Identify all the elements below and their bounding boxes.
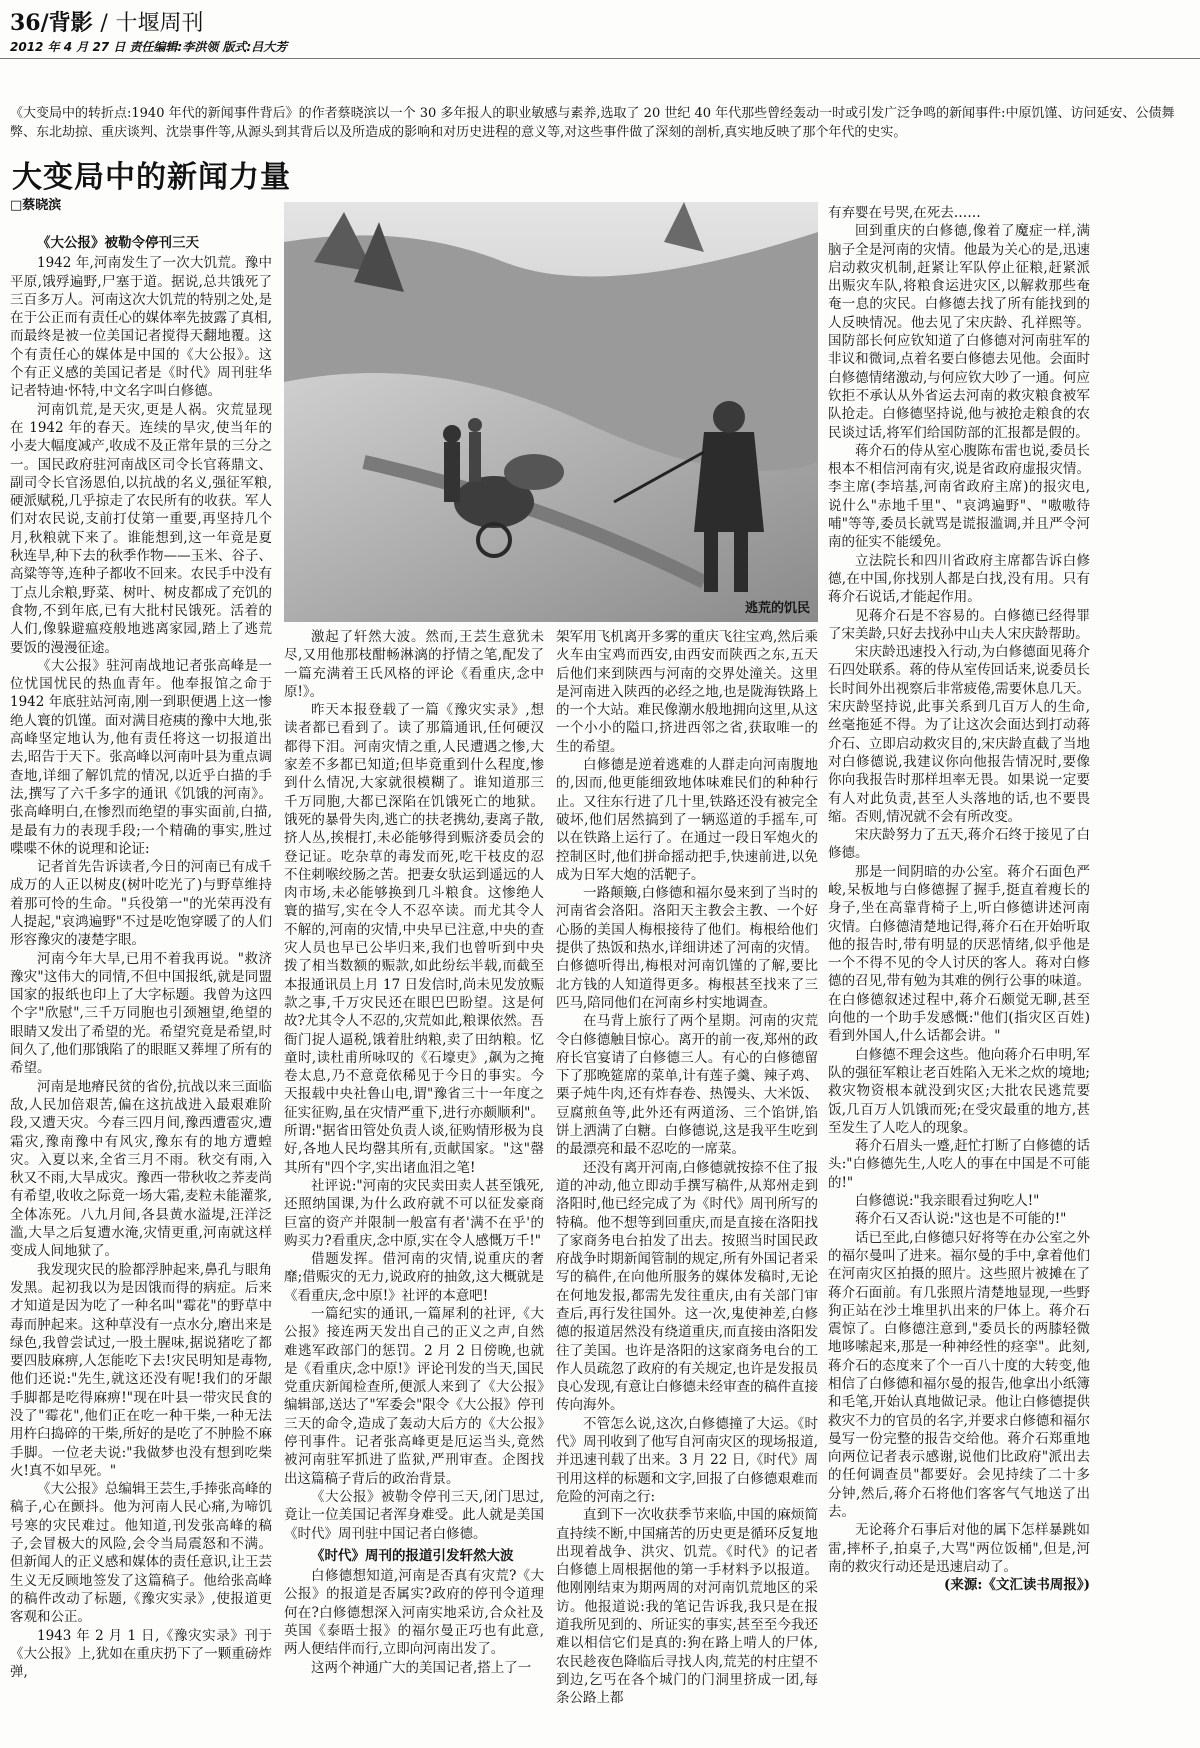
paragraph: 宋庆龄迅速投入行动,为白修德面见蒋介石四处联系。蒋的侍从室传回话来,说委员长长时间外出视察后非常疲倦,需要休息几天。宋庆龄坚持说,此事关系到几百万人的生命,丝毫拖延不得。为了让这次会面达到打动蒋介石、立即启动救灾目的,宋庆龄直截了当地对白修德说,我建议你向他报告情况时,要像你向我报告时那样坦率无畏。如果说一定要有人对此负责,甚至人头落地的话,也不要畏缩。否则,情况就不会有所改变。	[828, 644, 1090, 825]
paragraph: 那是一间阴暗的办公室。蒋介石面色严峻,呆板地与白修德握了握手,挺直着瘦长的身子,坐在高靠背椅子上,听白修德讲述河南灾情。白修德清楚地记得,蒋介石在开始听取他的报告时,带有明显的厌恶情绪,似乎他是一个不得不见的令人讨厌的客人。蒋对白修德的召见,带有勉为其难的例行公事的味道。在白修德叙述过程中,蒋介石颇觉无聊,甚至向他的一个助手发感慨:"他们(指灾区百姓)看到外国人,什么话都会讲。"	[828, 863, 1090, 1045]
paragraph: 白修德说:"我亲眼看过狗吃人!"	[855, 1193, 1040, 1210]
paragraph: 白修德是逆着逃难的人群走向河南腹地的,因而,他更能细致地体味难民们的种种行止。又往东行进了几十里,铁路还没有被完全破坏,他们居然搞到了一辆巡道的手摇车,可以在铁路上运行了。在通过一段日军炮火的控制区时,他们拼命摇动把手,快速前进,以免成为日军大炮的活靶子。	[556, 757, 818, 883]
paragraph: 记者首先告诉读者,今日的河南已有成千成万的人正以树皮(树叶吃光了)与野草维持着那可怜的生命。"兵役第一"的光荣再没有人提起,"哀鸿遍野"不过是吃饱穿暖了的人们形容豫灾的凄楚字眼。	[10, 859, 272, 949]
paragraph: 蒋介石眉头一蹙,赶忙打断了白修德的话头:"白修德先生,人吃人的事在中国是不可能的!"	[828, 1138, 1090, 1191]
section-heading-2: 《时代》周刊的报道引发轩然大波	[311, 1547, 514, 1564]
paragraph: 无论蒋介石事后对他的属下怎样暴跳如雷,摔杯子,拍桌子,大骂"两位饭桶",但是,河南的救灾行动还是迅速启动了。	[828, 1522, 1090, 1575]
publication-name: 十堰周刊	[115, 11, 204, 36]
photo-illustration	[284, 202, 818, 622]
byline: □蔡晓滨	[10, 198, 62, 213]
paragraph: 激起了轩然大波。然而,王芸生意犹未尽,又用他那枝酣畅淋漓的抒情之笔,配发了一篇充满着王氏风格的评论《看重庆,念中原!》。	[284, 629, 544, 700]
paragraph: 一路颠簸,白修德和福尔曼来到了当时的河南省会洛阳。洛阳天主教会主教、一个好心肠的美国人梅根接待了他们。梅根给他们提供了热饭和热水,详细讲述了河南的灾情。白修德听得出,梅根对河南饥馑的了解,要比北方钱的人知道得更多。梅根甚至找来了三匹马,陪同他们在河南乡村实地调查。	[556, 885, 818, 1011]
column-1	[10, 230, 272, 1740]
column-2	[284, 628, 544, 1740]
paragraph: 《大公报》被勒令停刊三天,闭门思过,竟让一位美国记者浑身难受。此人就是美国《时代》周刊驻中国记者白修德。	[284, 1488, 544, 1542]
paragraph: 有弃婴在号哭,在死去……	[828, 205, 981, 221]
paragraph: 河南是地瘠民贫的省份,抗战以来三面临敌,人民加倍艰苦,偏在这抗战进入最艰难阶段,又遭天灾。今春三四月间,豫西遭雹灾,遭霜灾,豫南豫中有风灾,豫东有的地方遭蝗灾。入夏以来,全省三月不雨。秋交有雨,入秋又不雨,大旱成灾。豫西一带秋收之荞麦尚有希望,收收之际竟一场大霜,麦粒未能灌浆,全体冻死。八九月间,各县黄水溢堤,汪洋泛滥,大旱之后复遭水淹,灾情更重,河南就这样变成人间地狱了。	[10, 1078, 272, 1260]
paragraph: 宋庆龄努力了五天,蒋介石终于接见了白修德。	[828, 827, 1090, 862]
source-credit: (来源:《文汇读书周报》)	[943, 1577, 1090, 1594]
paragraph: 我发现灾民的脸都浮肿起来,鼻孔与眼角发黑。起初我以为是因饿而得的病症。后来才知道是因为吃了一种名叫"霉花"的野草中毒而肿起来。这种草没有一点水分,磨出来是绿色,我曾尝试过,一股土腥味,据说猪吃了都要四肢麻痹,人怎能吃下去!灾民明知是毒物,他们还说:"先生,就这还没有呢!我们的牙龈手脚都是吃得麻痹!"现在叶县一带灾民食的没了"霉花",他们正在吃一种干柴,一种无法用杵臼捣碎的干柴,所好的是吃了不肿脸不麻手脚。一位老夫说:"我做梦也没有想到吃柴火!真不如早死。"	[10, 1261, 272, 1479]
paragraph: 《大公报》总编辑王芸生,手捧张高峰的稿子,心在颤抖。他为河南人民心痛,为啼饥号寒的灾民难过。他知道,刊发张高峰的稿子,会冒极大的风险,会令当局震怒和不满。但新闻人的正义感和媒体的责任意识,让王芸生义无反顾地签发了这篇稿子。他给张高峰的稿件改动了标题,《豫灾实录》,使报道更客观和公正。	[10, 1481, 272, 1626]
section-name: 背影	[48, 10, 93, 36]
paragraph: 在马背上旅行了两个星期。河南的灾荒令白修德触目惊心。离开的前一夜,郑州的政府长官宴请了白修德三人。有心的白修德留下了那晚筵席的菜单,计有莲子羹、辣子鸡、栗子炖牛肉,还有炸春卷、热馒头、大米饭、豆腐煎鱼等,此外还有两道汤、三个馅饼,馅饼上洒满了白糖。白修德说,这是我平生吃到的最漂亮和最不忍吃的一席菜。	[556, 1013, 818, 1158]
paragraph: 直到下一次收获季节来临,中国的麻烦简直持续不断,中国痛苦的历史更是循环反复地出现着战争、洪灾、饥荒。《时代》的记者白修德上周根据他的第一手材料予以报道。他刚刚结束为期两周的对河南饥荒地区的采访。他报道说:我的笔记告诉我,我只是在报道我所见到的、所证实的事实,甚至至今我还难以相信它们是真的:狗在路上啃人的尸体,农民趁夜色降临后寻找人肉,荒芜的村庄望不到边,乞丐在各个城门的门洞里挤成一团,每条公路上都	[556, 1507, 818, 1707]
article-title: 大变局中的新闻力量	[12, 160, 291, 195]
photo-caption: 逃荒的饥民	[744, 601, 810, 616]
column-4	[828, 204, 1090, 1740]
paragraph: 河南今年大旱,已用不着我再说。"救济豫灾"这伟大的同情,不但中国报纸,就是同盟国家的报纸也印上了大字标题。我曾为这四个字"欣慰",三千万同胞也引颈翘望,绝望的眼睛又发出了希望的光。希望究竟是希望,时间久了,他们那饿陷了的眼眶又葬埋了所有的希望。	[10, 950, 272, 1077]
masthead-slash: /	[100, 11, 108, 36]
paragraph: 一篇纪实的通讯,一篇犀利的社评,《大公报》接连两天发出自己的正义之声,自然难逃军政部门的惩罚。2 月 2 日傍晚,也就是《看重庆,念中原!》评论刊发的当天,国民党重庆新闻检查所,便派人来到了《大公报》编辑部,送达了"军委会"限令《大公报》停刊三天的命令,造成了轰动大后方的《大公报》停刊事件。记者张高峰更是厄运当头,竟然被河南驻军抓进了监狱,严刑审查。企图找出这篇稿子背后的政治背景。	[284, 1305, 544, 1487]
intro-paragraph: 《大变局中的转折点:1940 年代的新闻事件背后》的作者蔡晓滨以一个 30 多年报人的职业敏感与素养,选取了 20 世纪 40 年代那些曾经轰动一时或引发广泛争鸣的新闻事件:中原饥馑、访问延安、公债舞弊、东北劫掠、重庆谈判、沈崇事件等,从源头到其背后以及所造成的影响和对历史进程的意义等,对这些事件做了深刻的剖析,真实地反映了那个年代的史实。	[10, 106, 1175, 140]
paragraph: 社评说:"河南的灾民卖田卖人甚至饿死,还照纳国课,为什么政府就不可以征发豪商巨富的资产并限制一般富有者'满不在乎'的购买力?看重庆,念中原,实在令人感慨万千!"	[284, 1177, 544, 1249]
paragraph: 蒋介石又否认说:"这也是不可能的!"	[855, 1211, 1067, 1228]
paragraph: 还没有离开河南,白修德就按捺不住了报道的冲动,他立即动手撰写稿件,从郑州走到洛阳时,他已经完成了为《时代》周刊所写的特稿。他不想等到回重庆,而是直接在洛阳找了家商务电台拍发了出去。按照当时国民政府战争时期新闻管制的规定,所有外国记者采写的稿件,在向他所服务的媒体发稿时,无论在何地发报,都需先发往重庆,由有关部门审查后,再行发往国外。这一次,鬼使神差,白修德的报道居然没有绕道重庆,而直接由洛阳发往了美国。也许是洛阳的这家商务电台的工作人员疏忽了政府的有关规定,也许是发报员良心发现,有意让白修德未经审查的稿件直接传向海外。	[556, 1159, 818, 1414]
paragraph: 昨天本报登载了一篇《豫灾实录》,想读者都已看到了。读了那篇通讯,任何硬汉都得下泪。河南灾情之重,人民遭遇之惨,大家差不多都已知道;但毕竟重到什么程度,惨到什么情况,大家就很模糊了。谁知道那三千万同胞,大都已深陷在饥饿死亡的地狱。饿死的暴骨失肉,逃亡的扶老携幼,妻离子散,挤人丛,挨棍打,未必能够得到赈济委员会的登记证。吃杂草的毒发而死,吃干枝皮的忍不住刺喉绞肠之苦。把妻女驮运到遥远的人肉市场,未必能够换到几斗粮食。这惨绝人寰的描写,实在令人不忍卒读。而尤其令人不解的,河南的灾情,中央早已注意,中央的查灾人员也早已公毕归来,我们也曾听到中央拨了相当数额的赈款,如此纷纭半载,而截至本报通讯员上月 17 日发信时,尚未见发放赈款之事,千万灾民还在眼巴巴盼望。这是何故?尤其令人不忍的,灾荒如此,粮课依然。吾衙门捉人逼税,饿着肚纳粮,卖了田纳粮。忆童时,读杜甫所咏叹的《石壕吏》,飙为之掩卷太息,乃不意竟依稀见于今日的事实。今天报载中央社鲁山电,谓"豫省三十一年度之征实征购,虽在灾情严重下,进行亦颇顺利"。所谓:"据省田管处负责人谈,征购情形极为良好,各地人民均罄其所有,贡献国家。"这"罄其所有"四个字,实出诸血泪之笔!	[284, 702, 544, 1176]
section-heading-1: 《大公报》被勒令停刊三天	[37, 235, 199, 251]
column-3	[556, 628, 818, 1740]
paragraph: 白修德想知道,河南是否真有灾荒?《大公报》的报道是否属实?政府的停刊令道理何在?白修德想深入河南实地采访,合众社及英国《泰晤士报》的福尔曼正巧也有此意,两人便结伴而行,立即向河南出发了。	[284, 1568, 544, 1658]
famine-photo	[284, 202, 818, 622]
paragraph: 借题发挥。借河南的灾情,说重庆的奢靡;借赈灾的无力,说政府的抽敛,这大概就是《看重庆,念中原!》社评的本意吧!	[284, 1251, 544, 1304]
header-rule	[0, 58, 1200, 59]
paragraph: 这两个神通广大的美国记者,搭上了一	[311, 1659, 532, 1676]
paragraph: 白修德不理会这些。他向蒋介石申明,军队的强征军粮让老百姓陷入无米之炊的境地;救灾物资根本就没到灾区;大批农民逃荒要饭,几百万人饥饿而死;在受灾最重的地方,甚至发生了人吃人的现象。	[828, 1046, 1090, 1136]
page-number: 36/	[10, 10, 49, 36]
paragraph: 《大公报》驻河南战地记者张高峰是一位忧国忧民的热血青年。他奉报馆之命于 1942 年底驻站河南,刚一到职便遇上这一惨绝人寰的饥馑。面对满目疮痍的豫中大地,张高峰坚定地认为,他有责任将这一切报道出去,昭告于天下。张高峰以河南叶县为重点调查地,详细了解饥荒的情况,以近乎白描的手法,撰写了六千多字的通讯《饥饿的河南》。张高峰明白,在惨烈而绝望的事实面前,白描,是最有力的表现手段;一个精确的事实,胜过喋喋不休的说理和论证:	[10, 657, 272, 857]
page-meta: 2012 年 4 月 27 日 责任编辑:李洪领 版式:吕大芳	[10, 40, 288, 54]
paragraph: 话已至此,白修德只好将等在办公室之外的福尔曼叫了进来。福尔曼的手中,拿着他们在河南灾区拍摄的照片。这些照片被摊在了蒋介石面前。有几张照片清楚地显现,一些野狗正站在沙土堆里扒出来的尸体上。蒋介石震惊了。白修德注意到,"委员长的两膝轻微地哆嗦起来,那是一种神经性的痉挛"。此刻,蒋介石的态度来了个一百八十度的大转变,他相信了白修德和福尔曼的报告,他拿出小纸簿和毛笔,开始认真地做记录。他让白修德提供救灾不力的官员的名字,并要求白修德和福尔曼写一份完整的报告交给他。蒋介石郑重地向两位记者表示感谢,说他们比政府"派出去的任何调查员"都要好。会见持续了二十多分钟,然后,蒋介石将他们客客气气地送了出去。	[828, 1229, 1090, 1521]
paragraph: 架军用飞机离开多雾的重庆飞往宝鸡,然后乘火车由宝鸡而西安,由西安而陕西之东,五天后他们来到陕西与河南的交界处潼关。这里是河南进入陕西的必经之地,也是陇海铁路上的一个大站。难民像潮水般地拥向这里,从这一个小小的隘口,挤进西邻之省,获取唯一的生的希望。	[556, 629, 818, 755]
paragraph: 立法院长和四川省政府主席都告诉白修德,在中国,你找别人都是白找,没有用。只有蒋介石说话,才能起作用。	[828, 552, 1090, 606]
paragraph: 河南饥荒,是天灾,更是人祸。灾荒显现在 1942 年的春天。连续的旱灾,使当年的小麦大幅度减产,收成不及正常年景的三分之一。国民政府驻河南战区司令长官蒋鼎文、副司令长官汤恩伯,以抗战的名义,强征军粮,硬派赋税,几乎掠走了农民所有的收获。军人们对农民说,支前打仗第一重要,再坚持几个月,秋粮就下来了。谁能想到,这一年竟是夏秋连旱,种下去的秋季作物——玉米、谷子、高粱等等,连种子都收不回来。农民手中没有丁点儿余粮,野菜、树叶、树皮都成了充饥的食物,不到年底,已有大批村民饿死。活着的人们,像躲避瘟疫般地逃离家园,踏上了逃荒要饭的漫漫征途。	[10, 401, 272, 656]
paragraph: 回到重庆的白修德,像着了魔症一样,满脑子全是河南的灾情。他最为关心的是,迅速启动救灾机制,赶紧让军队停止征粮,赶紧派出赈灾车队,将粮食运进灾区,以解救那些奄奄一息的灾民。白修德去找了所有能找到的人反映情况。他去见了宋庆龄、孔祥熙等。国防部长何应钦知道了白修德对河南驻军的非议和微词,点着名要白修德去见他。会面时白修德情绪激动,与何应钦大吵了一通。何应钦拒不承认从外省运去河南的救灾粮食被军队抢走。白修德坚持说,他与被抢走粮食的农民谈过话,将军们给国防部的汇报都是假的。	[828, 223, 1090, 441]
paragraph: 蒋介石的侍从室心腹陈布雷也说,委员长根本不相信河南有灾,说是省政府虚报灾情。李主席(李培基,河南省政府主席)的报灾电,说什么"赤地千里"、"哀鸿遍野"、"嗷嗷待哺"等等,委员长就骂是谎报滥调,并且严令河南的征实不能缓免。	[828, 442, 1090, 551]
masthead	[10, 6, 203, 37]
paragraph: 不管怎么说,这次,白修德撞了大运。《时代》周刊收到了他写自河南灾区的现场报道,并迅速刊载了出来。3 月 22 日,《时代》周刊用这样的标题和文字,回报了白修德艰难而危险的河南之行:	[556, 1415, 818, 1505]
paragraph: 1943 年 2 月 1 日,《豫灾实录》刊于《大公报》上,犹如在重庆扔下了一颗重磅炸弹,	[10, 1627, 272, 1681]
paragraph: 见蒋介石是不容易的。白修德已经得罪了宋美龄,只好去找孙中山夫人宋庆龄帮助。	[828, 607, 1090, 642]
paragraph: 1942 年,河南发生了一次大饥荒。豫中平原,饿殍遍野,尸塞于道。据说,总共饿死了三百多万人。河南这次大饥荒的特别之处,是在于公正而有责任心的媒体率先披露了真相,而最终是被一位美国记者搅得天翻地覆。这个有责任心的媒体是中国的《大公报》。这个有正义感的美国记者是《时代》周刊驻华记者特迪·怀特,中文名字叫白修德。	[10, 255, 272, 400]
